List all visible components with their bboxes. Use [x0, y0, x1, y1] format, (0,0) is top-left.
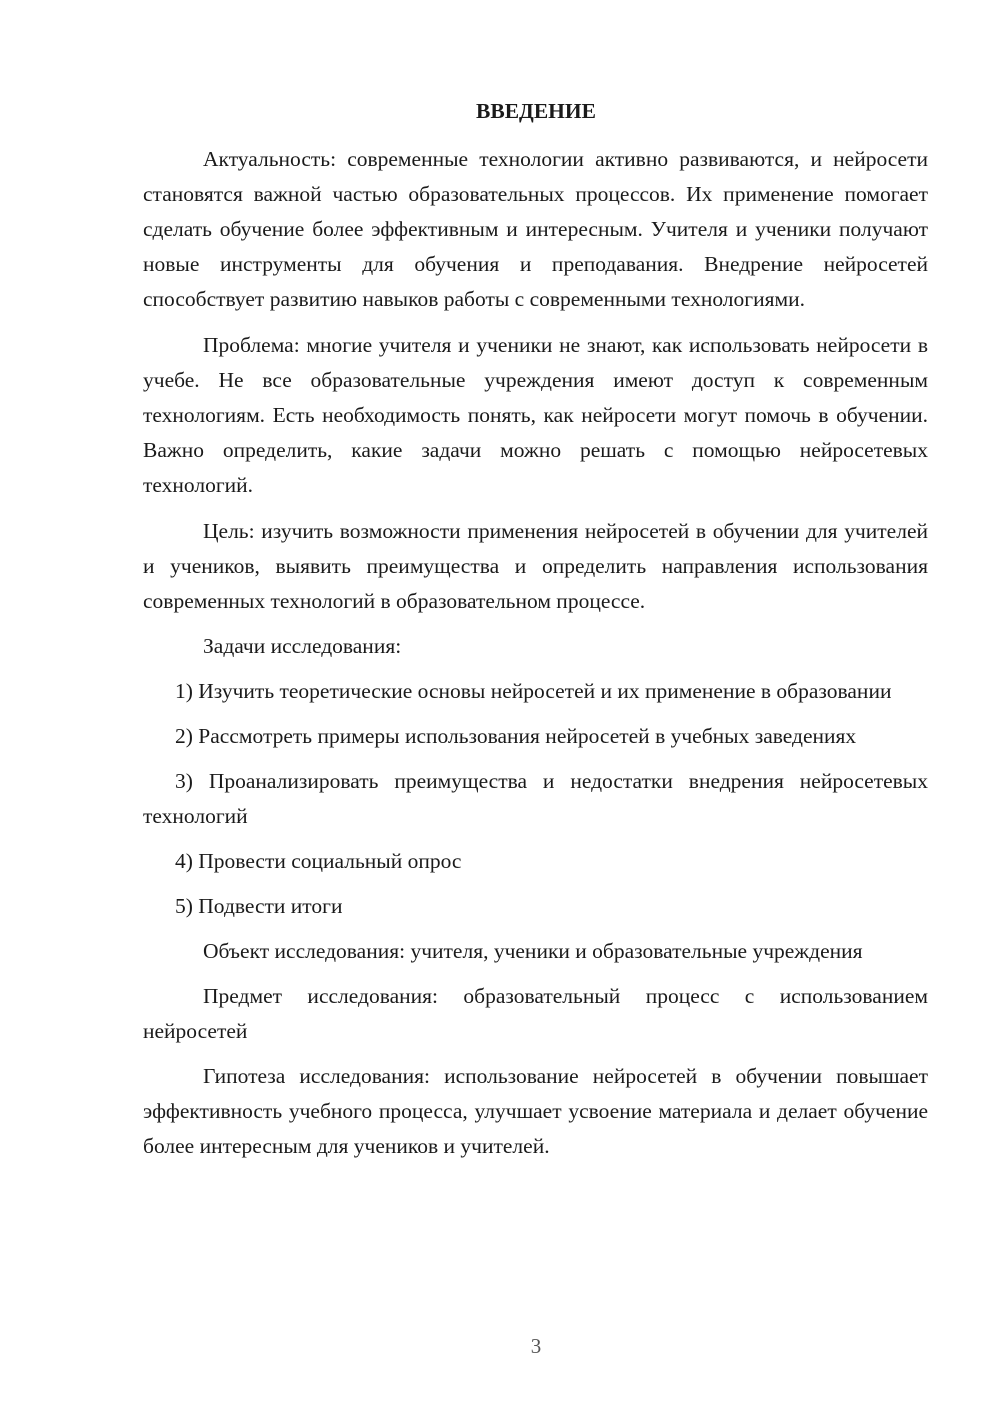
- list-item: 5) Подвести итоги: [175, 894, 343, 918]
- page-number: 3: [530, 1334, 542, 1358]
- paragraph-problem: Проблема: многие учителя и ученики не знают, как использовать нейросети в учебе. Не все образовательные учреждения имеют доступ к современным технологиям. Есть необходимость понять, как нейросети могут помочь в обучении. Важно определить, какие задачи можно решать с помощью нейросетевых технологий.: [143, 333, 928, 497]
- paragraph-relevance: Актуальность: современные технологии активно развиваются, и нейросети становятся важной частью образовательных процессов. Их применение помогает сделать обучение более эффективным и интересным. Учителя и ученики получают новые инструменты для обучения и преподавания. Внедрение нейросетей способствует развитию навыков работы с современными технологиями.: [143, 147, 928, 311]
- list-item: 4) Провести социальный опрос: [175, 849, 462, 873]
- list-item: 1) Изучить теоретические основы нейросетей и их применение в образовании: [175, 679, 892, 703]
- page-title: ВВЕДЕНИЕ: [476, 99, 596, 123]
- document-body: [143, 142, 928, 1164]
- tasks-heading: Задачи исследования:: [203, 634, 402, 658]
- paragraph-object: Объект исследования: учителя, ученики и образовательные учреждения: [203, 939, 863, 963]
- paragraph-hypothesis: Гипотеза исследования: использование нейросетей в обучении повышает эффективность учебного процесса, улучшает усвоение материала и делает обучение более интересным для учеников и учителей.: [143, 1064, 928, 1158]
- tasks-list: [143, 674, 928, 924]
- paragraph-subject: Предмет исследования: образовательный процесс с использованием нейросетей: [143, 984, 928, 1043]
- paragraph-goal: Цель: изучить возможности применения нейросетей в обучении для учителей и учеников, выявить преимущества и определить направления использования современных технологий в образовательном процессе.: [143, 519, 928, 613]
- list-item: 2) Рассмотреть примеры использования нейросетей в учебных заведениях: [175, 724, 857, 748]
- list-item: 3) Проанализировать преимущества и недостатки внедрения нейросетевых технологий: [143, 769, 928, 828]
